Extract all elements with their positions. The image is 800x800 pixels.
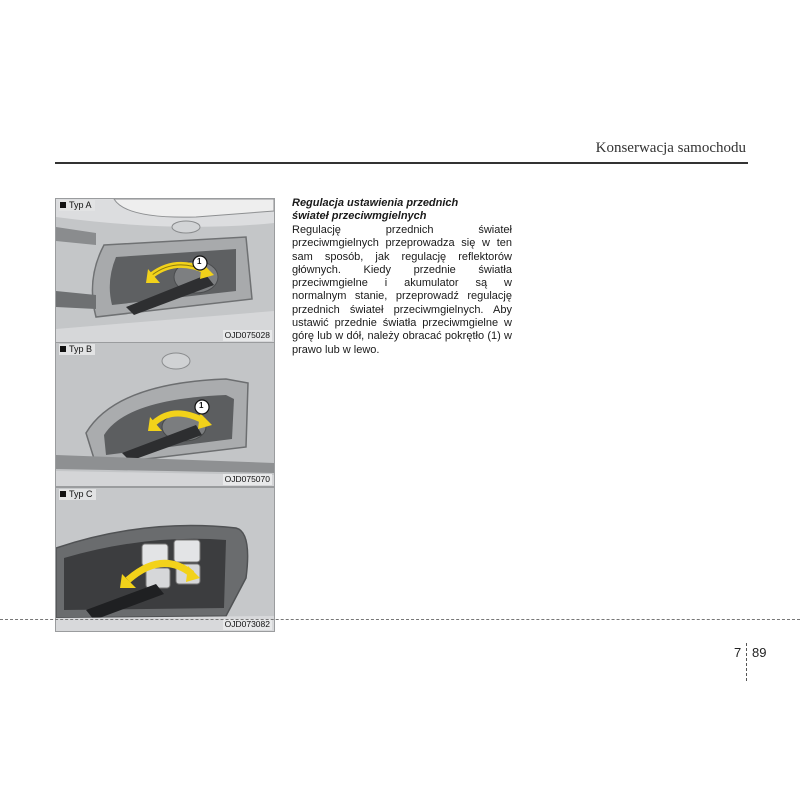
figure-a-code: OJD075028 [224, 330, 270, 340]
figure-c-label [59, 489, 96, 500]
bullet-square-icon [60, 491, 66, 497]
section-text [292, 197, 512, 357]
chapter-number: 7 [734, 645, 742, 660]
bullet-square-icon [60, 202, 66, 208]
page-header-title: Konserwacja samochodu [595, 140, 746, 156]
fog-light-illustration-b [56, 343, 274, 486]
figure-b-label [59, 344, 95, 355]
section-heading-line1: Regulacja ustawienia przednich [292, 197, 459, 209]
section-heading [292, 197, 512, 222]
figure-c-code: OJD073082 [224, 619, 270, 629]
figure-b-label-text: Typ B [69, 344, 93, 354]
section-body: Regulację przednich świateł przeciwmgielnych przeprowadza się w ten sam sposób, jak regulację reflektorów głównych. Kiedy przednie światła przeciwmgielne i akumulator są w normalnym stanie, przeprowadź regulację przednich świateł przeciwmgielnych. Aby ustawić przednie światła przeciwmgielne w górę lub w dół, należy obracać pokrętło (1) w prawo lub w lewo. [292, 224, 512, 356]
fog-light-illustration-c [56, 488, 274, 631]
figure-typ-a [55, 198, 275, 343]
section-heading-line2: świateł przeciwmgielnych [292, 209, 427, 222]
callout-number-a: 1 [197, 257, 202, 266]
figure-b-code: OJD075070 [224, 474, 270, 484]
figure-a-label [59, 200, 95, 211]
page-number-divider [746, 643, 747, 681]
figure-typ-c [55, 487, 275, 632]
page-number: 89 [752, 645, 767, 660]
bullet-square-icon [60, 346, 66, 352]
fog-light-illustration-a [56, 199, 274, 342]
figure-c-label-text: Typ C [69, 489, 93, 499]
figure-a-label-text: Typ A [69, 200, 92, 210]
callout-number-b: 1 [199, 401, 204, 410]
footer-rule [0, 619, 800, 620]
header-rule [55, 162, 748, 164]
figure-typ-b [55, 342, 275, 487]
